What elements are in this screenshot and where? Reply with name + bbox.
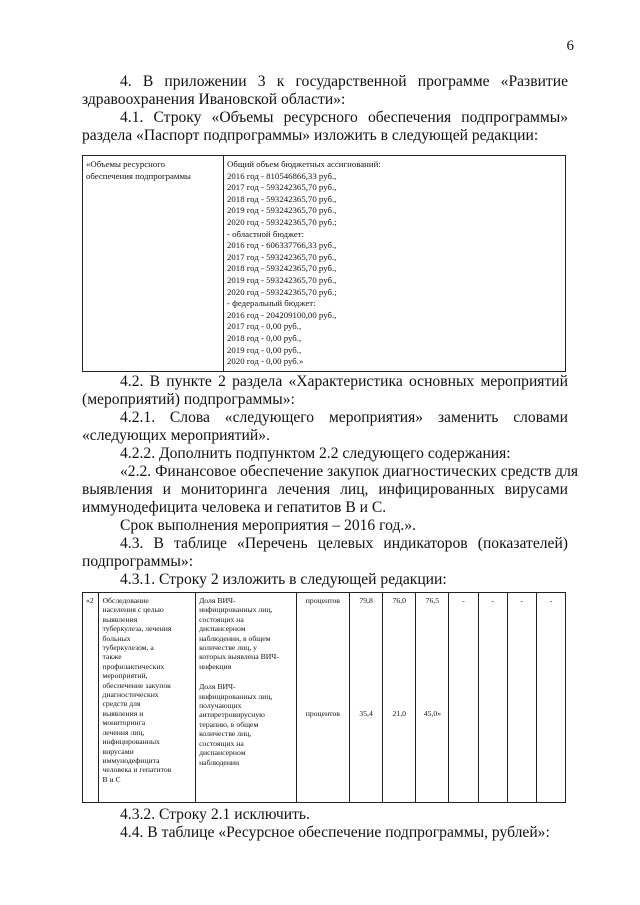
text-line: которых выявлена ВИЧ-: [199, 652, 279, 662]
text-line: инфицированных: [102, 737, 160, 747]
text-line: В и С: [102, 774, 121, 784]
passport-value-text: [227, 159, 562, 368]
indicator-1-text: [199, 596, 293, 671]
row-number-cell: «2: [83, 593, 99, 803]
paragraph-4-line-2: здравоохранения Ивановской области»:: [82, 91, 346, 108]
text-line: терапию, в общем: [199, 719, 259, 729]
text-line: больных: [102, 633, 131, 643]
text-line: 2019 год - 593242365,70 руб.,: [227, 205, 337, 216]
text-line: инфицированных лиц,: [199, 605, 273, 615]
text-line: 2018 год - 593242365,70 руб.,: [227, 193, 337, 204]
value-cell-2019: -: [449, 593, 478, 803]
unit-2: процентов: [305, 709, 340, 718]
value-cell-2017: [383, 593, 416, 803]
text-line: 2016 год - 810546866,33 руб.,: [227, 170, 337, 181]
value-cell-2018: [416, 593, 449, 803]
text-line: также: [102, 652, 122, 662]
paragraph-4-2-1-line-2: «следующих мероприятий».: [82, 427, 270, 444]
passport-label-text: [86, 159, 220, 182]
text-line: диспансерном: [199, 624, 246, 634]
text-line: количестве лиц, у: [199, 643, 258, 653]
paragraph-4-2-1-line-1: 4.2.1. Слова «следующего мероприятия» заменить словами: [120, 409, 568, 426]
paragraph-4-line-1: 4. В приложении 3 к государственной программе «Развитие: [120, 73, 568, 90]
paragraph-4-2-2: 4.2.2. Дополнить подпунктом 2.2 следующего содержания:: [120, 445, 511, 462]
text-line: туберкулеза, лечения: [102, 624, 172, 634]
text-line: диагностических: [102, 690, 159, 700]
text-line: 2020 год - 0,00 руб.»: [227, 356, 304, 367]
paragraph-deadline: Срок выполнения мероприятия – 2016 год.».: [120, 517, 416, 534]
text-line: Доля ВИЧ-: [199, 682, 236, 692]
paragraph-4-3-line-2: подпрограммы»:: [82, 553, 194, 570]
text-line: иммунодефицита: [102, 755, 160, 765]
text-line: выявления: [102, 614, 138, 624]
text-line: 2020 год - 593242365,70 руб.;: [227, 286, 337, 297]
value-cell-2022: -: [536, 593, 565, 803]
text-line: 2020 год - 593242365,70 руб.;: [227, 216, 337, 227]
activity-name-text: [102, 596, 192, 784]
indicator-name-cell: [196, 593, 297, 803]
text-line: 2016 год - 606337766,33 руб.,: [227, 240, 337, 251]
value-2017-row-2: 21,0: [392, 709, 406, 718]
text-line: 2019 год - 593242365,70 руб.,: [227, 274, 337, 285]
text-line: состоящих на: [199, 738, 244, 748]
text-line: инфекция: [199, 661, 232, 671]
indicators-table: [82, 592, 566, 803]
passport-value-cell: [224, 156, 566, 372]
paragraph-4-3-1: 4.3.1. Строку 2 изложить в следующей редакции:: [120, 571, 447, 588]
text-line: диспансерном: [199, 748, 246, 758]
text-line: 2017 год - 0,00 руб.,: [227, 321, 302, 332]
text-line: Общий объем бюджетных ассигнований:: [227, 159, 381, 169]
paragraph-4-1-line-2: раздела «Паспорт подпрограммы» изложить в следующей редакции:: [82, 127, 539, 144]
paragraph-2-2-line-1: «2.2. Финансовое обеспечение закупок диагностических средств для: [120, 463, 579, 480]
value-cell-2016: [350, 593, 383, 803]
text-line: 2018 год - 593242365,70 руб.,: [227, 263, 337, 274]
text-line: 2017 год - 593242365,70 руб.,: [227, 182, 337, 193]
text-line: мероприятий,: [102, 671, 148, 681]
text-line: обеспечения подпрограммы: [86, 170, 191, 181]
text-line: мониторинга: [102, 718, 146, 728]
text-line: «Объемы ресурсного: [86, 159, 166, 169]
text-line: вирусами: [102, 746, 134, 756]
text-line: населения с целью: [102, 605, 164, 615]
value-2016-row-2: 35,4: [359, 709, 373, 718]
unit-cell: [296, 593, 349, 803]
value-cell-2020: -: [478, 593, 507, 803]
text-line: лечения лиц,: [102, 727, 145, 737]
text-line: 2016 год - 204209100,00 руб.,: [227, 309, 337, 320]
text-line: обеспечение закупок: [102, 680, 171, 690]
text-line: Доля ВИЧ-: [199, 596, 236, 605]
text-line: инфицированных лиц,: [199, 691, 273, 701]
paragraph-4-2-line-1: 4.2. В пункте 2 раздела «Характеристика основных мероприятий: [120, 373, 568, 390]
text-line: человека и гепатитов: [102, 765, 172, 775]
paragraph-4-2-line-2: (мероприятий) подпрограммы»:: [82, 391, 295, 408]
text-line: профилактических: [102, 661, 165, 671]
text-line: Обследование: [102, 596, 149, 605]
text-line: наблюдении, в общем: [199, 633, 271, 643]
text-line: наблюдении: [199, 757, 240, 767]
text-line: 2019 год - 0,00 руб.,: [227, 344, 302, 355]
value-cell-2021: -: [507, 593, 536, 803]
text-line: средств для: [102, 699, 141, 709]
text-line: туберкулезом, а: [102, 643, 154, 653]
paragraph-4-1-line-1: 4.1. Строку «Объемы ресурсного обеспечения подпрограммы»: [120, 109, 568, 126]
value-2017-row-1: 76,0: [392, 596, 406, 605]
passport-resource-table: [82, 155, 566, 372]
unit-1: процентов: [305, 596, 340, 605]
value-2016-row-1: 79,8: [359, 596, 373, 605]
text-line: состоящих на: [199, 614, 244, 624]
text-line: количестве лиц,: [199, 729, 252, 739]
text-line: 2018 год - 0,00 руб.,: [227, 332, 302, 343]
page-number: 6: [566, 38, 574, 54]
indicator-2-text: [199, 682, 293, 767]
passport-label-cell: [83, 156, 224, 372]
text-line: выявления и: [102, 708, 144, 718]
paragraph-4-3-line-1: 4.3. В таблице «Перечень целевых индикаторов (показателей): [120, 535, 568, 552]
text-line: антиретровирусную: [199, 710, 265, 720]
activity-name-cell: [99, 593, 196, 803]
text-line: получающих: [199, 701, 242, 711]
text-line: - областной бюджет:: [227, 228, 305, 239]
paragraph-4-3-2: 4.3.2. Строку 2.1 исключить.: [120, 806, 310, 823]
text-line: 2017 год - 593242365,70 руб.,: [227, 251, 337, 262]
paragraph-2-2-line-3: иммунодефицита человека и гепатитов В и С.: [82, 499, 387, 516]
value-2018-row-2: 45,0»: [423, 709, 442, 718]
value-2018-row-1: 76,5: [425, 596, 440, 605]
text-line: - федеральный бюджет:: [227, 298, 316, 309]
paragraph-4-4: 4.4. В таблице «Ресурсное обеспечение подпрограммы, рублей»:: [120, 824, 550, 841]
paragraph-2-2-line-2: выявления и мониторинга лечения лиц, инфицированных вирусами: [82, 481, 568, 498]
